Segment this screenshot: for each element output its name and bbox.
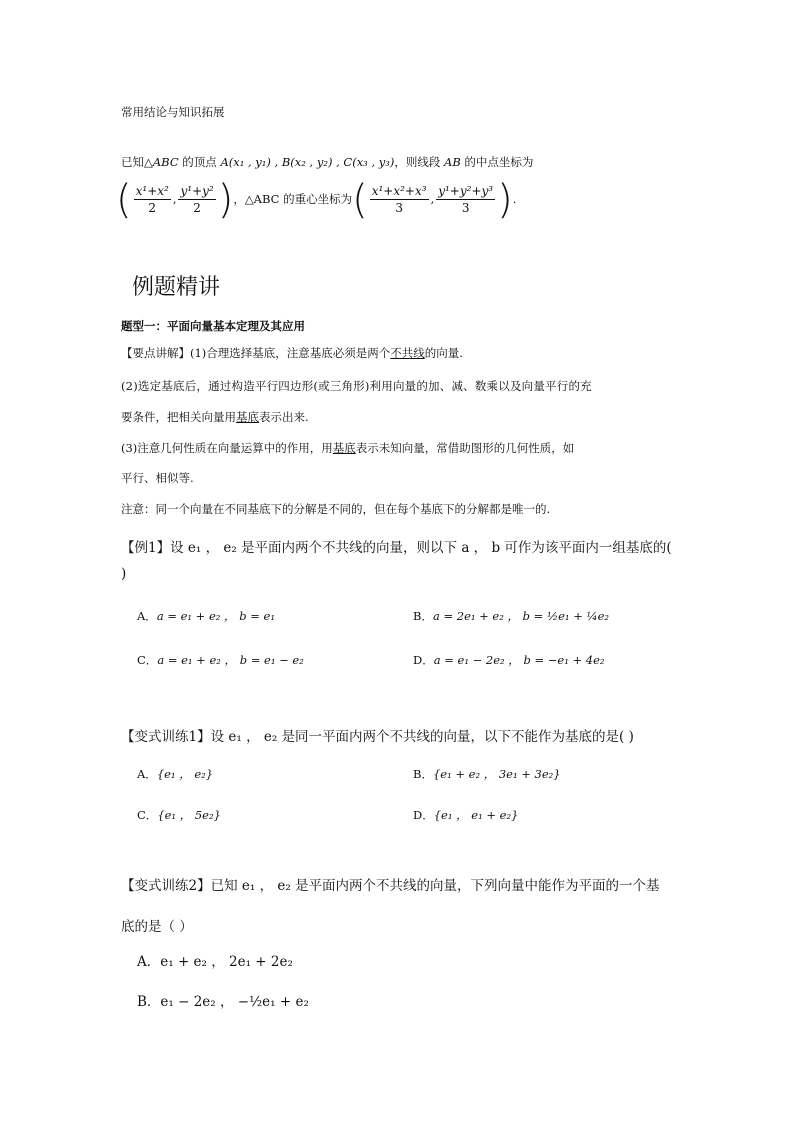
option-label: A． <box>137 609 157 623</box>
type1-p2-line1: (2)选定基底后，通过构造平行四边形(或三角形)利用向量的加、减、数乘以及向量平行的充 <box>121 379 592 393</box>
variant2-stem-line2: 底的是（ ） <box>121 919 193 935</box>
type1-p1-underline: 不共线 <box>390 346 425 360</box>
variant1-option-a <box>137 766 213 782</box>
example1-option-d <box>413 652 604 668</box>
centroid-text-d: 的中点坐标为 <box>460 155 534 169</box>
centroid-line2: ( $\frac{\text{x¹+x²}}{2}$ , $\frac{\text{y¹+y²}}{2}$ )，△ABC 的重心坐标为( $\frac{\text{x¹+x²+x³}}{3}$ , $\frac{\text{y¹+y²+y³}}{3}$ ). <box>116 177 517 223</box>
type1-p1-text: 【要点讲解】(1)合理选择基底，注意基底必须是两个 <box>121 346 391 360</box>
section-title: 常用结论与知识拓展 <box>121 105 225 119</box>
centroid-x-fraction: $\frac{\text{x¹+x²+x³}}{3}$ <box>371 183 427 215</box>
option-label: D． <box>413 808 434 822</box>
centroid-text-a: 已知△ <box>121 155 153 169</box>
variant2-option-a <box>137 950 293 970</box>
centroid-end: . <box>512 192 517 206</box>
type1-p1-end: 的向量. <box>424 346 463 360</box>
segment-name: AB <box>444 155 461 169</box>
type1-p3-text: (3)注意几何性质在向量运算中的作用，用 <box>121 441 333 455</box>
option-text: a = e₁ + e₂ ， b = e₁ − e₂ <box>157 653 304 667</box>
option-label: A． <box>137 954 161 970</box>
option-text: e₁ + e₂ ， 2e₁ + 2e₂ <box>160 954 293 970</box>
option-label: A． <box>137 767 157 781</box>
option-text: a = e₁ + e₂ ， b = e₁ <box>156 609 275 623</box>
type1-p2-underline: 基底 <box>236 410 259 424</box>
centroid-line1 <box>121 154 533 170</box>
option-label: B． <box>413 609 433 623</box>
type1-p2-end: 表示出来. <box>259 410 309 424</box>
variant1-option-c <box>137 807 221 823</box>
variant1-option-b <box>413 766 561 782</box>
left-paren: ( <box>116 177 132 223</box>
example1-stem-end: ) <box>121 566 127 582</box>
variant2-option-b <box>137 990 309 1010</box>
type1-p2-text: 要条件，把相关向量用 <box>121 410 236 424</box>
type1-note: 注意：同一个向量在不同基底下的分解是不同的，但在每个基底下的分解都是唯一的. <box>121 502 551 516</box>
right-paren-2: ) <box>497 177 513 223</box>
option-label: D． <box>413 653 434 667</box>
centroid-y-fraction: $\frac{\text{y¹+y²+y³}}{3}$ <box>438 183 494 215</box>
variant1-option-d <box>413 807 518 823</box>
type1-p3-line2: 平行、相似等. <box>121 471 194 485</box>
example1-option-b <box>413 608 609 624</box>
centroid-text-b: 的顶点 <box>178 155 217 169</box>
type1-title: 题型一：平面向量基本定理及其应用 <box>121 319 305 333</box>
example1-option-a <box>137 608 275 624</box>
midpoint-y-fraction: $\frac{\text{y¹+y²}}{2}$ <box>180 183 214 215</box>
option-label: C． <box>137 653 158 667</box>
example1-option-c <box>137 652 304 668</box>
option-label: B． <box>413 767 433 781</box>
type1-p3-underline: 基底 <box>332 441 356 455</box>
example1-stem: 【例1】设 e₁ ， e₂ 是平面内两个不共线的向量，则以下 a ， b 可作为该平面内一组基底的( <box>121 540 672 556</box>
triangle-name: ABC <box>152 155 179 169</box>
option-text: {e₁ ， e₁ + e₂} <box>433 808 519 822</box>
type1-p3-line1 <box>121 440 574 456</box>
vertex-coordinates: A(x₁ , y₁) , B(x₂ , y₂) , C(x₃ , y₃) <box>220 155 395 169</box>
option-label: C． <box>137 808 158 822</box>
option-text: {e₁ ， 5e₂} <box>157 808 221 822</box>
variant1-stem: 【变式训练1】设 e₁ ， e₂ 是同一平面内两个不共线的向量，以下不能作为基底的是( ) <box>121 729 634 745</box>
type1-p1 <box>121 345 463 361</box>
left-paren-2: ( <box>352 177 368 223</box>
option-text: a = 2e₁ + e₂ ， b = ½e₁ + ¼e₂ <box>432 609 610 623</box>
option-text: e₁ − 2e₂ ， −½e₁ + e₂ <box>160 994 309 1010</box>
variant2-stem-line1: 【变式训练2】已知 e₁ ， e₂ 是平面内两个不共线的向量，下列向量中能作为平面的一个基 <box>121 878 660 894</box>
type1-p2-line2 <box>121 409 309 425</box>
option-text: a = e₁ − 2e₂ ， b = −e₁ + 4e₂ <box>433 653 605 667</box>
option-text: {e₁ + e₂ ， 3e₁ + 3e₂} <box>432 767 561 781</box>
centroid-mid-text: ，△ABC 的重心坐标为 <box>233 192 353 206</box>
type1-p3-end: 表示未知向量，常借助图形的几何性质，如 <box>355 441 575 455</box>
right-paren: ) <box>217 177 234 223</box>
midpoint-x-fraction: $\frac{\text{x¹+x²}}{2}$ <box>135 183 169 215</box>
section-heading: 例题精讲 <box>132 275 221 300</box>
option-label: B． <box>137 994 161 1010</box>
option-text: {e₁ ， e₂} <box>156 767 214 781</box>
centroid-text-c: ，则线段 <box>394 155 441 169</box>
